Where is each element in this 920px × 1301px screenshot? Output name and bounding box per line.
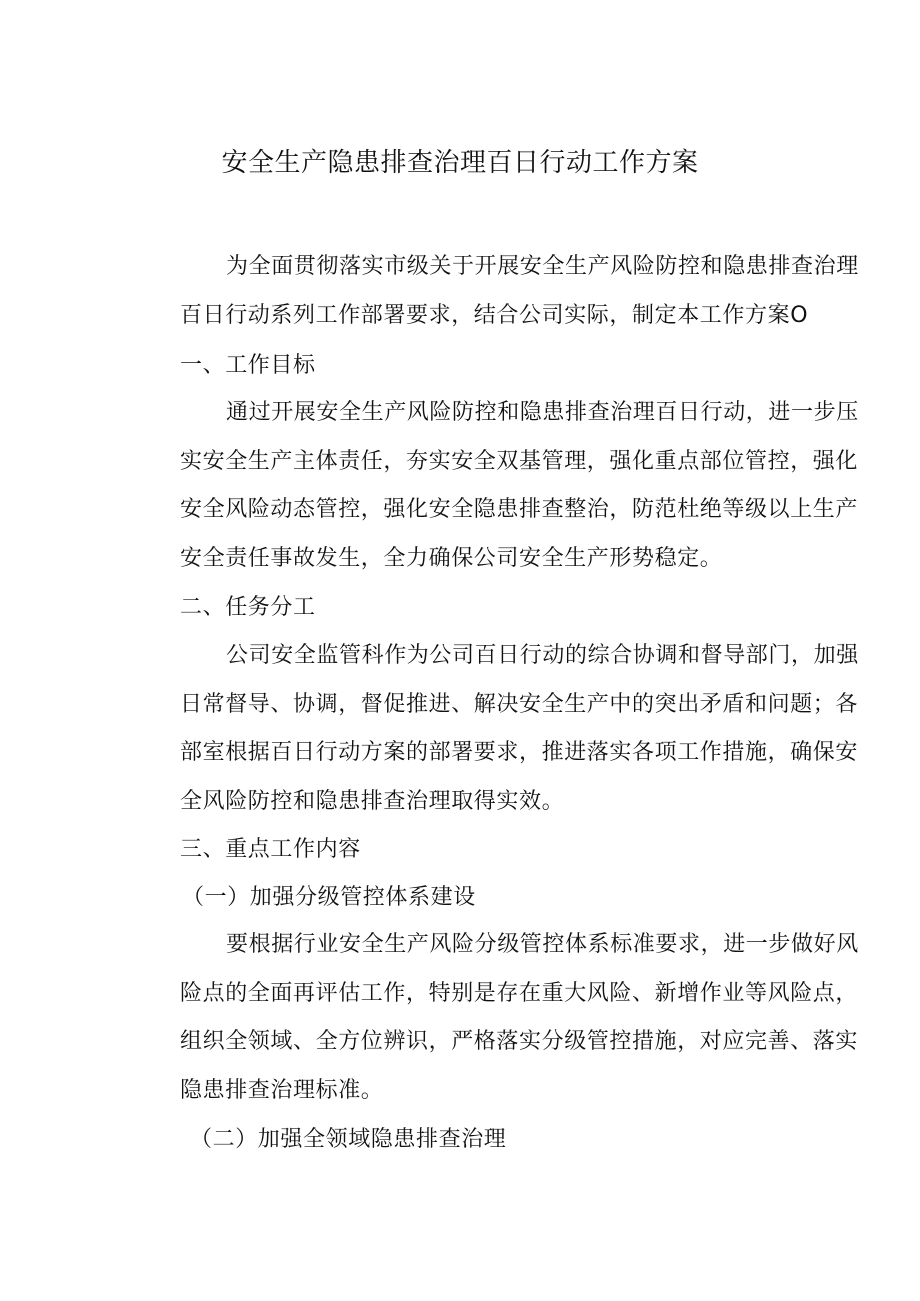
section-heading-goals: 一、工作目标 <box>180 353 316 378</box>
division-line: 公司安全监管科作为公司百日行动的综合协调和督导部门，加强 <box>226 643 859 668</box>
subsection-heading-risk-control: （一）加强分级管控体系建设 <box>182 885 476 910</box>
document-title: 安全生产隐患排查治理百日行动工作方案 <box>221 148 699 178</box>
goals-line: 安全责任事故发生，全力确保公司安全生产形势稳定。 <box>180 545 723 571</box>
risk-control-line: 险点的全面再评估工作，特别是存在重大风险、新增作业等风险点， <box>180 980 859 1006</box>
division-paragraph <box>134 632 859 826</box>
goals-line: 实安全生产主体责任，夯实安全双基管理，强化重点部位管控，强化 <box>180 448 859 474</box>
goals-line: 安全风险动态管控，强化安全隐患排查整治，防范杜绝等级以上生产 <box>180 497 859 522</box>
intro-paragraph <box>134 243 859 340</box>
division-line: 部室根据百日行动方案的部署要求，推进落实各项工作措施，确保安 <box>180 740 859 765</box>
section-heading-division: 二、任务分工 <box>180 595 316 620</box>
goals-line: 通过开展安全生产风险防控和隐患排查治理百日行动，进一步压 <box>226 400 859 425</box>
subsection-heading-hazard-governance: （二）加强全领域隐患排查治理 <box>190 1127 507 1152</box>
risk-control-line: 要根据行业安全生产风险分级管控体系标准要求，进一步做好风 <box>226 932 859 957</box>
section-heading-key-work: 三、重点工作内容 <box>180 837 361 862</box>
intro-line: 为全面贯彻落实市级关于开展安全生产风险防控和隐患排查治理 <box>226 254 859 279</box>
risk-control-line: 隐患排查治理标准。 <box>180 1077 384 1103</box>
intro-line: 百日行动系列工作部署要求，结合公司实际，制定本工作方案O <box>180 302 809 328</box>
risk-control-line: 组织全领域、全方位辨识，严格落实分级管控措施，对应完善、落实 <box>180 1029 859 1054</box>
goals-paragraph <box>134 389 859 583</box>
risk-control-paragraph <box>134 921 859 1115</box>
division-line: 日常督导、协调，督促推进、解决安全生产中的突出矛盾和问题；各 <box>180 691 859 717</box>
division-line: 全风险防控和隐患排查治理取得实效。 <box>180 788 565 814</box>
